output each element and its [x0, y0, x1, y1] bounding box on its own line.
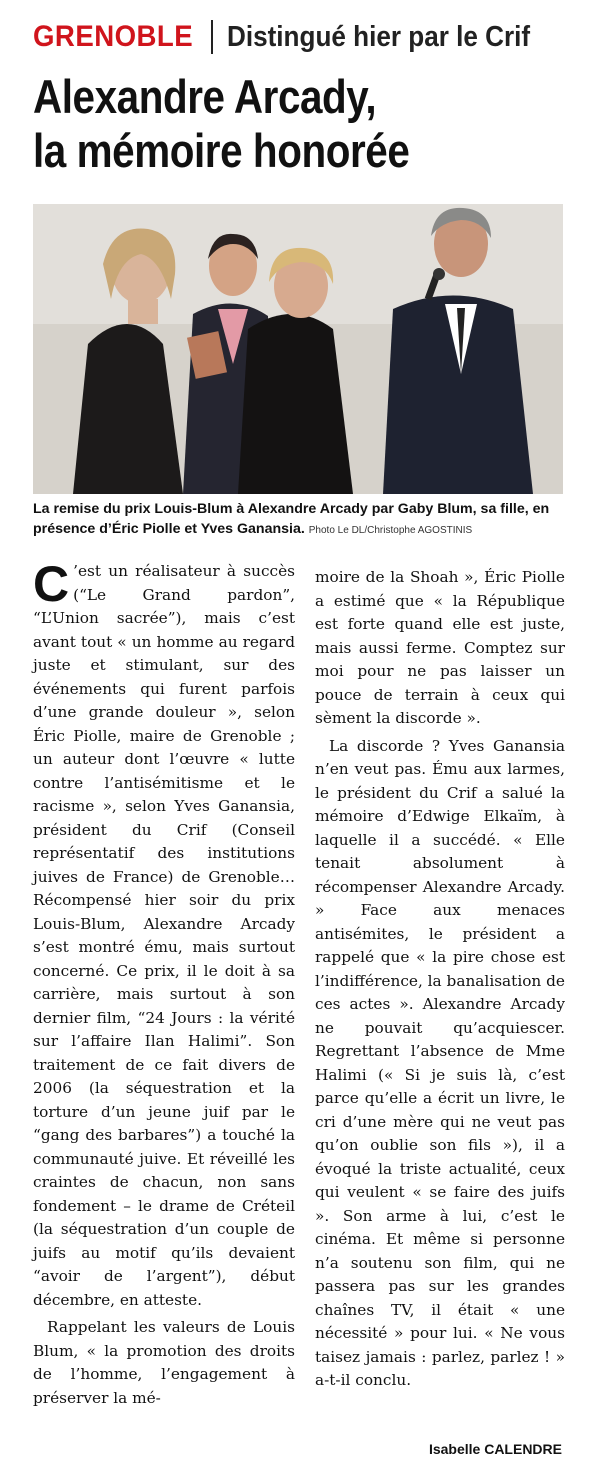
headline-line-1: Alexandre Arcady,	[33, 70, 377, 123]
article-column-right	[315, 566, 565, 1393]
paragraph: moire de la Shoah », Éric Piolle a estimé que « la République est forte quand elle est juste, mais aussi ferme. Comptez sur moi pour ne pas laisser un pouce de terrain à ceux qui sèment la discorde ».	[315, 568, 565, 727]
article-photo	[33, 204, 563, 494]
photo-credit: Photo Le DL/Christophe AGOSTINIS	[308, 525, 473, 536]
photo-caption	[33, 499, 565, 541]
kicker-divider	[211, 20, 213, 54]
paragraph-text: ’est un réalisateur à succès (“Le Grand pardon”, “L’Union sacrée”), mais c’est avant tout « un homme au regard juste et stimulant, sur des événements qui furent parfois d’une grande douleur », selon Éric Piolle, maire de Grenoble ; un auteur dont l’œuvre « lutte contre l’antisémitisme et le racisme », selon Yves Ganansia, président du Crif (Conseil représentatif des institutions juives de France) de Grenoble… Récompensé hier soir du prix Louis-Blum, Alexandre Arcady s’est montré ému, mais surtout concerné. Ce prix, il le doit à sa carrière, mais surtout à son dernier film, “24 Jours : la vérité sur l’affaire Ilan Halimi”. Son traitement de ce fait divers de 2006 (la séquestration et la torture d’un jeune juif par le “gang des barbares”) a touché la communauté juive. Et réveillé les craintes de chacun, non sans fondement – le drame de Créteil (la séquestration d’un couple de juifs au motif qu’ils devaient “avoir de l’argent”), début décembre, en atteste.	[33, 562, 295, 1309]
award-ceremony-photo	[33, 204, 563, 494]
author-byline: Isabelle CALENDRE	[428, 1441, 562, 1457]
city-label: GRENOBLE	[33, 20, 194, 53]
paragraph	[33, 556, 295, 1312]
headline-line-2: la mémoire honorée	[33, 124, 410, 177]
drop-cap: C	[33, 556, 70, 612]
paragraph: La discorde ? Yves Ganansia n’en veut pas. Ému aux larmes, le président du Crif a salué la mémoire d’Edwige Elkaïm, à laquelle il a succédé. « Elle tenait absolument à récompenser Alexandre Arcady. » Face aux menaces antisémites, le président a rappelé que « la pire chose est l’indifférence, la banalisation de ces actes ». Alexandre Arcady ne pouvait qu’acquiescer. Regrettant l’absence de Mme Halimi (« Si je suis là, c’est parce qu’elle a écrit un livre, le cri d’une mère qui ne veut pas qu’on oublie son fils »), il a évoqué la triste actualité, ceux qui veulent « se faire des juifs ». Son arme à lui, c’est le cinéma. Et même si personne n’a soutenu son film, qui ne passera pas sur les grandes chaînes TV, il était « une nécessité » pour lui. « Ne vous taisez jamais : parlez, parlez ! » a-t-il conclu.	[315, 736, 565, 1389]
paragraph: Rappelant les valeurs de Louis Blum, « la promotion des droits de l’homme, l’engagement à préserver la mé-	[33, 1318, 295, 1407]
article-kicker	[33, 14, 564, 60]
caption-text: La remise du prix Louis-Blum à Alexandre Arcady par Gaby Blum, sa fille, en présence d’Éric Piolle et Yves Ganansia.	[33, 501, 550, 537]
article-headline	[33, 70, 578, 178]
article-column-left	[33, 556, 295, 1410]
kicker-subtitle: Distingué hier par le Crif	[227, 20, 531, 53]
